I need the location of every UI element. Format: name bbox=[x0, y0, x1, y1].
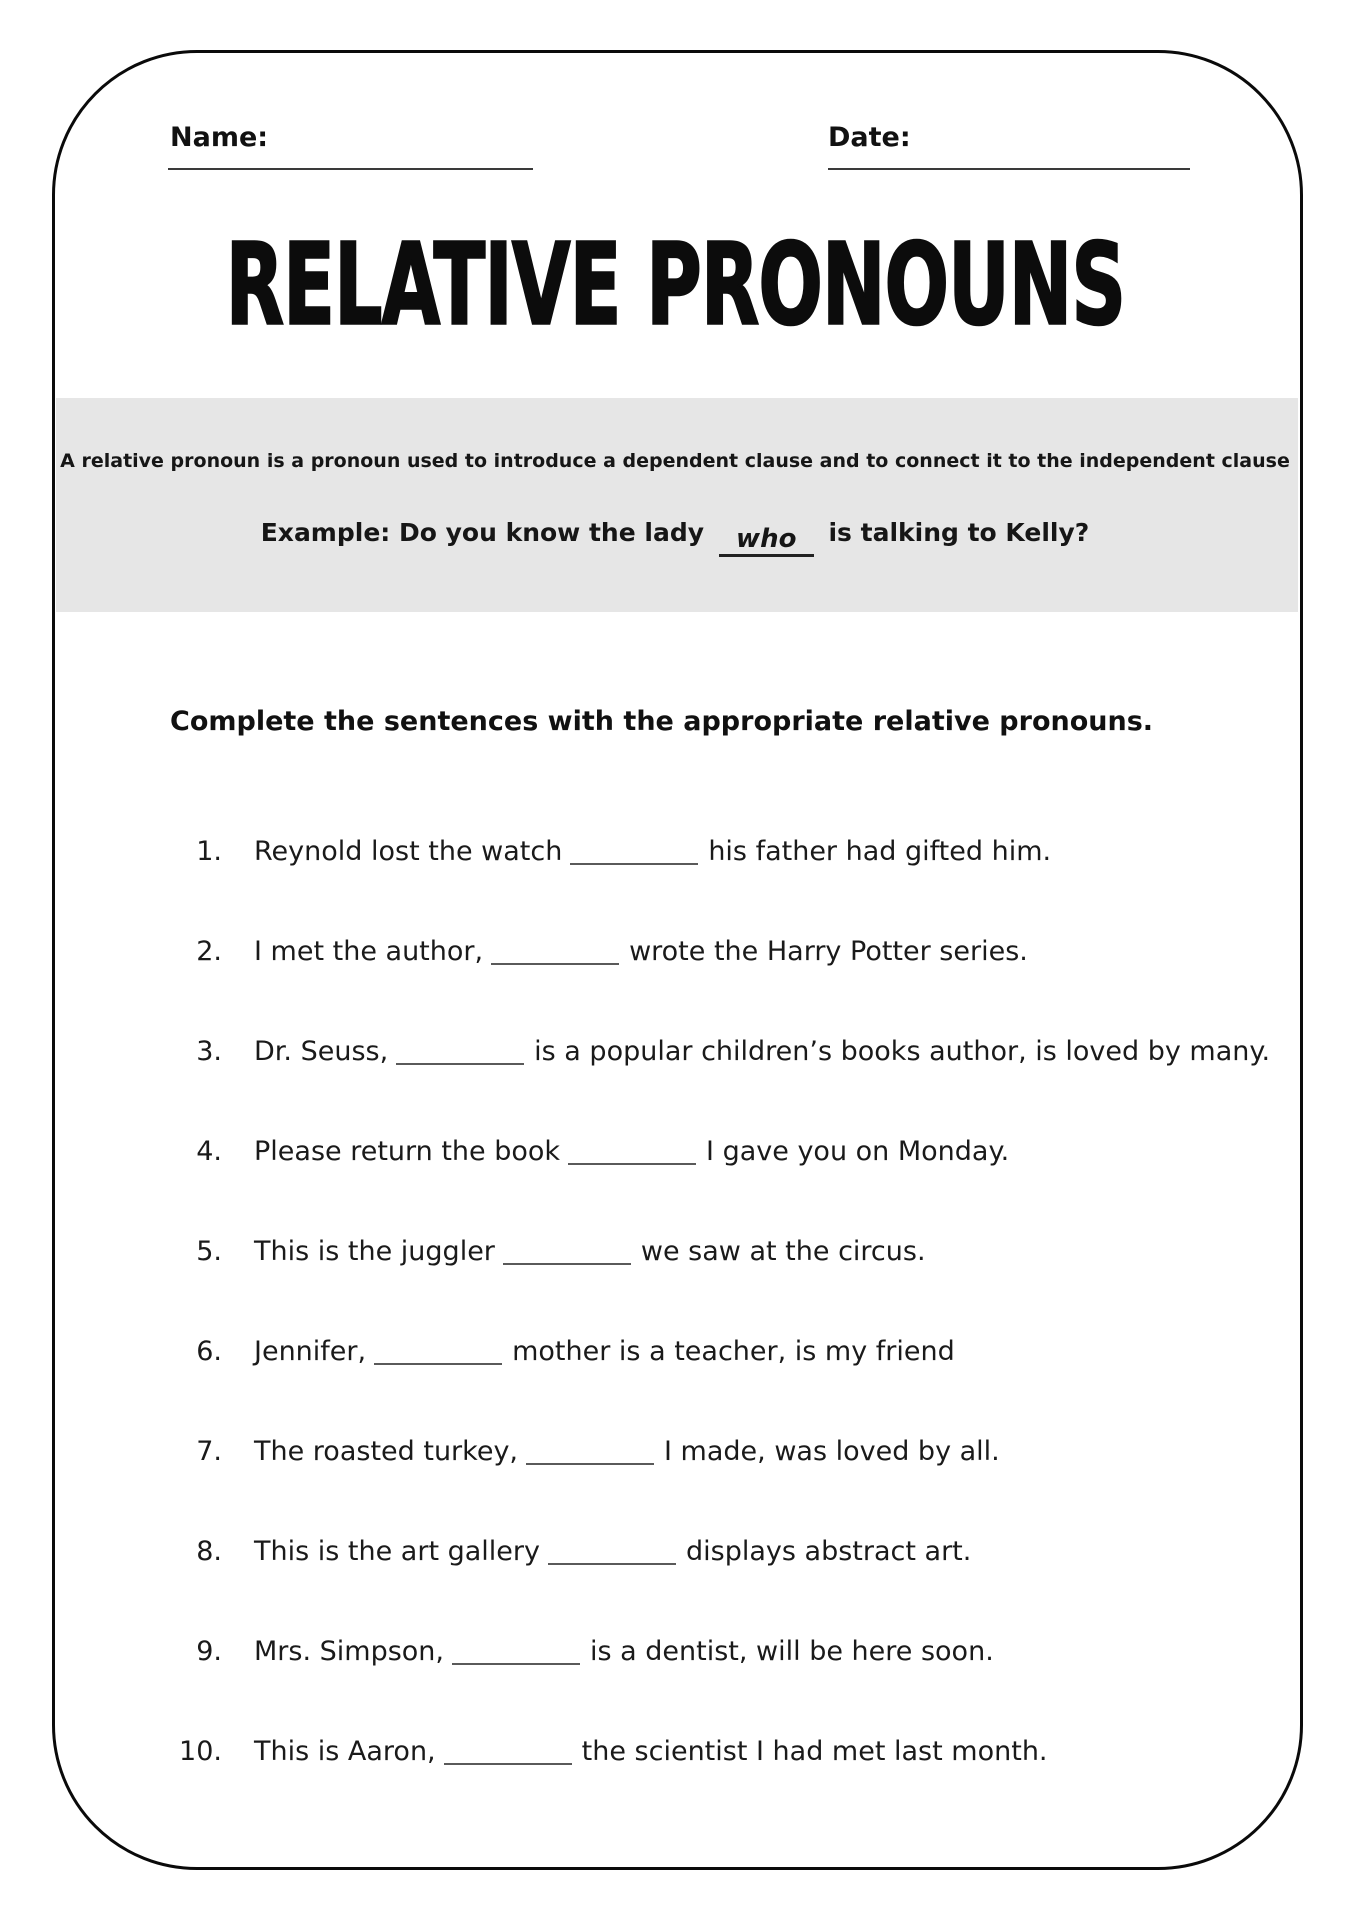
definition-box bbox=[56, 398, 1298, 612]
question-row-10 bbox=[120, 1736, 1260, 1767]
question-row-6 bbox=[120, 1336, 1260, 1367]
question-post: I made, was loved by all. bbox=[664, 1436, 1000, 1467]
question-text bbox=[254, 1436, 1000, 1467]
question-number: 8. bbox=[196, 1536, 222, 1567]
question-number: 10. bbox=[179, 1736, 222, 1767]
question-row-2 bbox=[120, 936, 1260, 967]
example-sentence bbox=[0, 518, 1350, 557]
question-post: is a popular children’s books author, is loved by many. bbox=[534, 1036, 1271, 1067]
question-number: 1. bbox=[196, 836, 222, 867]
question-number: 9. bbox=[196, 1636, 222, 1667]
question-text bbox=[254, 1136, 1009, 1167]
answer-blank-line bbox=[491, 949, 619, 965]
question-post: is a dentist, will be here soon. bbox=[590, 1636, 994, 1667]
question-number: 4. bbox=[196, 1136, 222, 1167]
answer-blank-line bbox=[444, 1749, 572, 1765]
question-post: I gave you on Monday. bbox=[706, 1136, 1010, 1167]
question-pre: Mrs. Simpson, bbox=[254, 1636, 444, 1667]
question-text bbox=[254, 1036, 1270, 1067]
question-pre: Jennifer, bbox=[254, 1336, 367, 1367]
question-number: 6. bbox=[196, 1336, 222, 1367]
question-pre: Please return the book bbox=[254, 1136, 561, 1167]
question-text bbox=[254, 1236, 926, 1267]
example-prefix: Example: Do you know the lady bbox=[260, 518, 705, 547]
question-post: wrote the Harry Potter series. bbox=[629, 936, 1028, 967]
question-post: mother is a teacher, is my friend bbox=[512, 1336, 955, 1367]
question-pre: The roasted turkey, bbox=[254, 1436, 519, 1467]
answer-blank-line bbox=[452, 1649, 580, 1665]
example-suffix: is talking to Kelly? bbox=[828, 518, 1090, 547]
question-pre: This is the juggler bbox=[254, 1236, 495, 1267]
answer-blank-line bbox=[570, 849, 698, 865]
question-row-9 bbox=[120, 1636, 1260, 1667]
question-pre: Dr. Seuss, bbox=[254, 1036, 389, 1067]
question-number: 3. bbox=[196, 1036, 222, 1067]
question-row-5 bbox=[120, 1236, 1260, 1267]
question-post: we saw at the circus. bbox=[640, 1236, 926, 1267]
name-write-line bbox=[168, 168, 533, 170]
question-row-4 bbox=[120, 1136, 1260, 1167]
question-pre: Reynold lost the watch bbox=[254, 836, 563, 867]
question-pre: This is the art gallery bbox=[254, 1536, 540, 1567]
question-pre: I met the author, bbox=[254, 936, 484, 967]
answer-blank-line bbox=[526, 1449, 654, 1465]
question-number: 7. bbox=[196, 1436, 222, 1467]
question-text bbox=[254, 1336, 955, 1367]
question-pre: This is Aaron, bbox=[254, 1736, 436, 1767]
question-row-3 bbox=[120, 1036, 1271, 1067]
answer-blank-line bbox=[374, 1349, 502, 1365]
question-post: displays abstract art. bbox=[686, 1536, 972, 1567]
question-row-1 bbox=[120, 836, 1260, 867]
instruction-text: Complete the sentences with the appropriate relative pronouns. bbox=[170, 706, 1154, 737]
date-write-line bbox=[828, 168, 1190, 170]
answer-blank-line bbox=[568, 1149, 696, 1165]
question-post: his father had gifted him. bbox=[708, 836, 1052, 867]
question-post: the scientist I had met last month. bbox=[581, 1736, 1048, 1767]
answer-blank-line bbox=[548, 1549, 676, 1565]
question-text bbox=[254, 1736, 1048, 1767]
definition-text: A relative pronoun is a pronoun used to introduce a dependent clause and to connect it to the independent clause bbox=[60, 450, 1290, 472]
question-text bbox=[254, 836, 1051, 867]
question-text bbox=[254, 1536, 971, 1567]
question-row-7 bbox=[120, 1436, 1260, 1467]
date-label: Date: bbox=[828, 122, 911, 153]
name-label: Name: bbox=[170, 122, 269, 153]
question-text bbox=[254, 936, 1028, 967]
worksheet-title-wrap bbox=[0, 220, 1350, 351]
question-row-8 bbox=[120, 1536, 1260, 1567]
question-number: 2. bbox=[196, 936, 222, 967]
worksheet-title: RELATIVE PRONOUNS bbox=[225, 220, 1125, 351]
example-blank-line bbox=[719, 526, 814, 557]
example-answer: who bbox=[736, 524, 797, 554]
answer-blank-line bbox=[503, 1249, 631, 1265]
answer-blank-line bbox=[396, 1049, 524, 1065]
question-number: 5. bbox=[196, 1236, 222, 1267]
question-text bbox=[254, 1636, 994, 1667]
